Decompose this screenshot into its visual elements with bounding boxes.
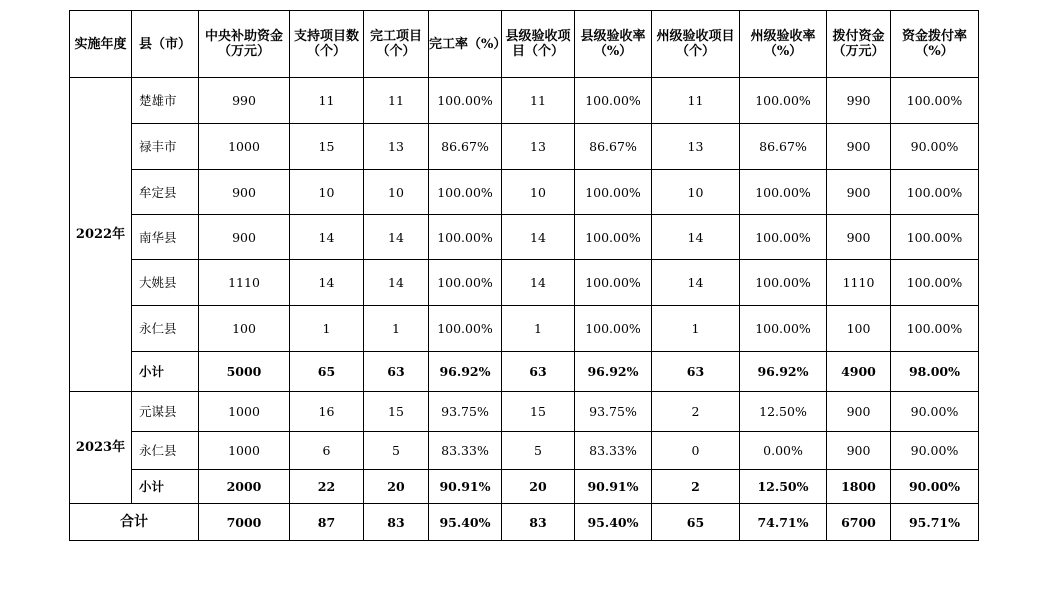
value-cell: 100 — [199, 306, 290, 352]
value-cell: 15 — [502, 392, 575, 432]
value-cell: 93.75% — [429, 392, 502, 432]
value-cell: 1000 — [199, 432, 290, 470]
value-cell: 100.00% — [740, 78, 827, 124]
total-cell: 74.71% — [740, 504, 827, 541]
value-cell: 90.00% — [891, 392, 979, 432]
value-cell: 2 — [652, 392, 740, 432]
value-cell: 1000 — [199, 392, 290, 432]
value-cell: 900 — [199, 215, 290, 260]
value-cell: 11 — [364, 78, 429, 124]
subtotal-cell: 20 — [364, 470, 429, 504]
table-row — [70, 306, 979, 352]
value-cell: 1 — [652, 306, 740, 352]
subtotal-cell: 4900 — [827, 352, 891, 392]
total-cell: 65 — [652, 504, 740, 541]
header-cell: 资金拨付率（%） — [891, 11, 979, 78]
subtotal-cell: 5000 — [199, 352, 290, 392]
total-cell: 83 — [502, 504, 575, 541]
value-cell: 86.67% — [575, 124, 652, 170]
year-cell: 2022年 — [70, 78, 132, 392]
value-cell: 1110 — [827, 260, 891, 306]
county-cell: 大姚县 — [132, 260, 199, 306]
subtotal-row — [70, 470, 979, 504]
value-cell: 100.00% — [429, 78, 502, 124]
value-cell: 100.00% — [891, 306, 979, 352]
header-cell: 完工率（%） — [429, 11, 502, 78]
value-cell: 14 — [652, 215, 740, 260]
subtotal-label: 小计 — [132, 352, 199, 392]
subtotal-cell: 90.91% — [429, 470, 502, 504]
value-cell: 100.00% — [429, 260, 502, 306]
value-cell: 13 — [502, 124, 575, 170]
subtotal-cell: 63 — [502, 352, 575, 392]
total-cell: 83 — [364, 504, 429, 541]
value-cell: 86.67% — [740, 124, 827, 170]
total-label: 合计 — [70, 504, 199, 541]
header-cell: 支持项目数（个） — [290, 11, 364, 78]
header-row — [70, 11, 979, 78]
subtotal-cell: 2000 — [199, 470, 290, 504]
value-cell: 1000 — [199, 124, 290, 170]
total-cell: 95.40% — [429, 504, 502, 541]
value-cell: 14 — [364, 260, 429, 306]
value-cell: 100.00% — [891, 215, 979, 260]
value-cell: 6 — [290, 432, 364, 470]
value-cell: 990 — [199, 78, 290, 124]
total-cell: 95.71% — [891, 504, 979, 541]
value-cell: 900 — [827, 170, 891, 215]
subtotal-cell: 22 — [290, 470, 364, 504]
value-cell: 10 — [652, 170, 740, 215]
value-cell: 100.00% — [740, 170, 827, 215]
table-row — [70, 432, 979, 470]
value-cell: 100.00% — [891, 170, 979, 215]
subtotal-row — [70, 352, 979, 392]
value-cell: 100.00% — [575, 215, 652, 260]
county-cell: 牟定县 — [132, 170, 199, 215]
value-cell: 100.00% — [740, 306, 827, 352]
value-cell: 93.75% — [575, 392, 652, 432]
value-cell: 900 — [199, 170, 290, 215]
value-cell: 100.00% — [575, 260, 652, 306]
subtotal-cell: 90.00% — [891, 470, 979, 504]
value-cell: 100.00% — [575, 170, 652, 215]
table-row — [70, 78, 979, 124]
subtotal-cell: 63 — [364, 352, 429, 392]
subtotal-cell: 96.92% — [575, 352, 652, 392]
value-cell: 900 — [827, 392, 891, 432]
value-cell: 100.00% — [429, 170, 502, 215]
subtotal-cell: 96.92% — [429, 352, 502, 392]
value-cell: 100.00% — [429, 306, 502, 352]
value-cell: 1110 — [199, 260, 290, 306]
value-cell: 11 — [652, 78, 740, 124]
value-cell: 0.00% — [740, 432, 827, 470]
header-cell: 完工项目（个） — [364, 11, 429, 78]
subtotal-cell: 12.50% — [740, 470, 827, 504]
value-cell: 900 — [827, 432, 891, 470]
subtotal-label: 小计 — [132, 470, 199, 504]
header-cell: 州级验收率（%） — [740, 11, 827, 78]
county-cell: 楚雄市 — [132, 78, 199, 124]
subtotal-cell: 90.91% — [575, 470, 652, 504]
subtotal-cell: 98.00% — [891, 352, 979, 392]
subtotal-cell: 96.92% — [740, 352, 827, 392]
value-cell: 1 — [290, 306, 364, 352]
value-cell: 13 — [364, 124, 429, 170]
value-cell: 100.00% — [891, 260, 979, 306]
value-cell: 83.33% — [429, 432, 502, 470]
total-cell: 87 — [290, 504, 364, 541]
table-row — [70, 124, 979, 170]
subtotal-cell: 1800 — [827, 470, 891, 504]
value-cell: 15 — [290, 124, 364, 170]
county-cell: 禄丰市 — [132, 124, 199, 170]
value-cell: 12.50% — [740, 392, 827, 432]
value-cell: 100.00% — [740, 215, 827, 260]
value-cell: 100.00% — [891, 78, 979, 124]
value-cell: 14 — [652, 260, 740, 306]
table-body — [70, 78, 979, 541]
total-cell: 6700 — [827, 504, 891, 541]
value-cell: 90.00% — [891, 432, 979, 470]
table-row — [70, 170, 979, 215]
value-cell: 10 — [502, 170, 575, 215]
table-row — [70, 215, 979, 260]
header-cell: 实施年度 — [70, 11, 132, 78]
value-cell: 990 — [827, 78, 891, 124]
year-cell: 2023年 — [70, 392, 132, 504]
subtotal-cell: 65 — [290, 352, 364, 392]
value-cell: 10 — [290, 170, 364, 215]
value-cell: 1 — [502, 306, 575, 352]
value-cell: 86.67% — [429, 124, 502, 170]
county-cell: 永仁县 — [132, 306, 199, 352]
total-cell: 7000 — [199, 504, 290, 541]
total-cell: 95.40% — [575, 504, 652, 541]
header-cell: 县级验收项目（个） — [502, 11, 575, 78]
value-cell: 15 — [364, 392, 429, 432]
value-cell: 100.00% — [429, 215, 502, 260]
subtotal-cell: 20 — [502, 470, 575, 504]
value-cell: 16 — [290, 392, 364, 432]
value-cell: 100.00% — [740, 260, 827, 306]
header-cell: 县级验收率（%） — [575, 11, 652, 78]
header-cell: 州级验收项目（个） — [652, 11, 740, 78]
value-cell: 90.00% — [891, 124, 979, 170]
table-row — [70, 260, 979, 306]
value-cell: 900 — [827, 124, 891, 170]
value-cell: 13 — [652, 124, 740, 170]
subtotal-cell: 2 — [652, 470, 740, 504]
value-cell: 14 — [290, 260, 364, 306]
value-cell: 100.00% — [575, 78, 652, 124]
value-cell: 100 — [827, 306, 891, 352]
header-cell: 中央补助资金（万元） — [199, 11, 290, 78]
value-cell: 11 — [502, 78, 575, 124]
value-cell: 14 — [502, 260, 575, 306]
value-cell: 5 — [364, 432, 429, 470]
table-row — [70, 392, 979, 432]
value-cell: 14 — [502, 215, 575, 260]
header-cell: 县（市） — [132, 11, 199, 78]
value-cell: 14 — [290, 215, 364, 260]
project-funding-table — [69, 10, 979, 541]
value-cell: 1 — [364, 306, 429, 352]
value-cell: 10 — [364, 170, 429, 215]
county-cell: 元谋县 — [132, 392, 199, 432]
value-cell: 14 — [364, 215, 429, 260]
subtotal-cell: 63 — [652, 352, 740, 392]
county-cell: 南华县 — [132, 215, 199, 260]
value-cell: 5 — [502, 432, 575, 470]
value-cell: 0 — [652, 432, 740, 470]
value-cell: 83.33% — [575, 432, 652, 470]
header-cell: 拨付资金（万元） — [827, 11, 891, 78]
value-cell: 100.00% — [575, 306, 652, 352]
total-row — [70, 504, 979, 541]
value-cell: 11 — [290, 78, 364, 124]
value-cell: 900 — [827, 215, 891, 260]
county-cell: 永仁县 — [132, 432, 199, 470]
